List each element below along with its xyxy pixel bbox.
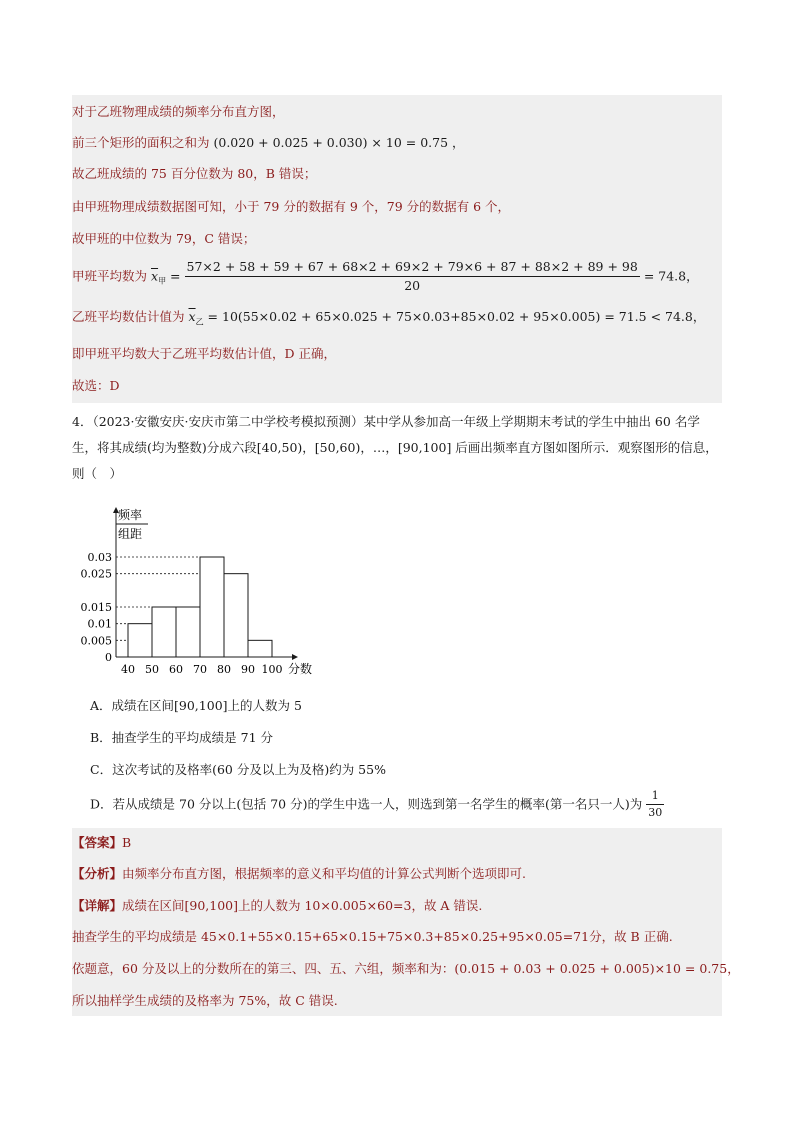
fraction-numerator: 1	[646, 788, 664, 805]
histogram-chart	[80, 505, 320, 685]
mean-symbol: $\overline{x}$	[188, 309, 196, 324]
histogram-bar	[176, 607, 200, 657]
text-line: 依题意，60 分及以上的分数所在的第三、四、五、六组，频率和为：(0.015 + 0.03 + 0.025 + 0.005)×10 = 0.75，	[72, 961, 740, 976]
text-line: 即甲班平均数大于乙班平均数估计值，D 正确，	[72, 346, 336, 361]
x-axis-label: 分数	[288, 662, 313, 676]
text-line: 甲班平均数为 $\overline{x}_甲$ = 57×2 + 58 + 59 + 67 + 68×2 + 69×2 + 79×6 + 87 + 88×2 + 89 + 98 20 = 74.8，	[72, 259, 699, 293]
fraction	[646, 788, 664, 821]
x-tick-label: 70	[193, 663, 207, 676]
y-tick-label: 0.015	[80, 601, 112, 614]
option-c: C．这次考试的及格率(60 分及以上为及格)约为 55%	[90, 762, 386, 777]
text-line: 故甲班的中位数为 79，C 错误；	[72, 231, 256, 246]
text-span: 甲班平均数为	[72, 268, 148, 284]
text-line: 由甲班物理成绩数据图可知，小于 79 分的数据有 9 个，79 分的数据有 6 个，	[72, 199, 511, 214]
y-label-top: 频率	[118, 508, 143, 522]
x-axis-arrow	[292, 654, 298, 660]
y-tick-label: 0.01	[87, 617, 112, 631]
x-tick-label: 80	[217, 663, 231, 676]
x-tick-label: 60	[169, 663, 183, 676]
y-tick-label: 0.005	[80, 634, 112, 648]
text-line	[72, 309, 705, 331]
histogram-bar	[248, 640, 272, 657]
fraction-numerator: 57×2 + 58 + 59 + 67 + 68×2 + 69×2 + 79×6 + 87 + 88×2 + 89 + 98	[185, 258, 640, 277]
text-line	[72, 835, 131, 851]
subscript: 乙	[195, 317, 204, 327]
text-line	[72, 898, 482, 914]
question-text: 4．（2023·安徽安庆·安庆市第二中学校考模拟预测）某中学从参加高一年级上学期期末考试的学生中抽出 60 名学生，将其成绩(均为整数)分成六段[40,50)，[50,60)，…，[90,100] 后画出频率直方图如图所示．观察图形的信息，则（ ）	[72, 414, 718, 481]
subscript: 甲	[158, 276, 167, 286]
text-line: 故选：D	[72, 378, 120, 393]
analysis-tag: 【分析】	[72, 866, 123, 881]
histogram-bar	[200, 557, 224, 657]
x-tick-label: 90	[241, 663, 255, 676]
x-tick-label: 40	[121, 663, 135, 676]
text-line: 故乙班成绩的 75 百分位数为 80，B 错误；	[72, 166, 317, 181]
answer-value: B	[122, 835, 132, 850]
option-d	[90, 788, 664, 821]
analysis-text: 由频率分布直方图，根据频率的意义和平均值的计算公式判断个选项即可.	[122, 866, 526, 881]
fraction-denominator: 20	[404, 278, 421, 293]
x-tick-label: 100	[261, 663, 283, 676]
y-tick-label: 0.025	[80, 567, 112, 581]
text-line	[72, 135, 465, 151]
detail-text: 成绩在区间[90,100]上的人数为 10×0.005×60=3，故 A 错误.	[122, 898, 483, 913]
text-line: 所以抽样学生成绩的及格率为 75%，故 C 错误.	[72, 993, 338, 1008]
x-tick-label: 50	[145, 663, 159, 676]
detail-tag: 【详解】	[72, 898, 123, 913]
fraction-denominator: 30	[648, 806, 663, 819]
text-span: ，	[452, 135, 465, 150]
text-span: D．若从成绩是 70 分以上(包括 70 分)的学生中选一人，则选到第一名学生的概率(第一名只一人)为	[90, 796, 643, 812]
text-span: = 74.8，	[643, 268, 699, 284]
text-line: 抽查学生的平均成绩是 45×0.1+55×0.15+65×0.15+75×0.3+85×0.25+95×0.05=71分，故 B 正确.	[72, 929, 673, 944]
formula: = 10(55×0.02 + 65×0.025 + 75×0.03+85×0.02 + 95×0.005) = 71.5 < 74.8，	[207, 309, 706, 324]
y-label-bottom: 组距	[118, 527, 143, 541]
text-line: 对于乙班物理成绩的频率分布直方图，	[72, 104, 285, 119]
histogram-bar	[128, 624, 152, 657]
histogram-bar	[152, 607, 176, 657]
formula: (0.020 + 0.025 + 0.030) × 10 = 0.75	[213, 135, 449, 150]
y-tick-label: 0.03	[87, 551, 112, 564]
mean-symbol: $\overline{x}$	[151, 268, 159, 284]
fraction	[185, 258, 640, 295]
y-tick-label: 0	[105, 651, 112, 664]
option-a: A．成绩在区间[90,100]上的人数为 5	[90, 698, 302, 713]
text-span: 前三个矩形的面积之和为	[72, 135, 210, 150]
histogram-bar	[224, 574, 248, 657]
text-line	[72, 866, 526, 882]
answer-tag: 【答案】	[72, 835, 123, 850]
option-b: B．抽查学生的平均成绩是 71 分	[90, 730, 274, 745]
answer-block	[72, 828, 722, 1016]
text-span: 乙班平均数估计值为	[72, 309, 185, 324]
